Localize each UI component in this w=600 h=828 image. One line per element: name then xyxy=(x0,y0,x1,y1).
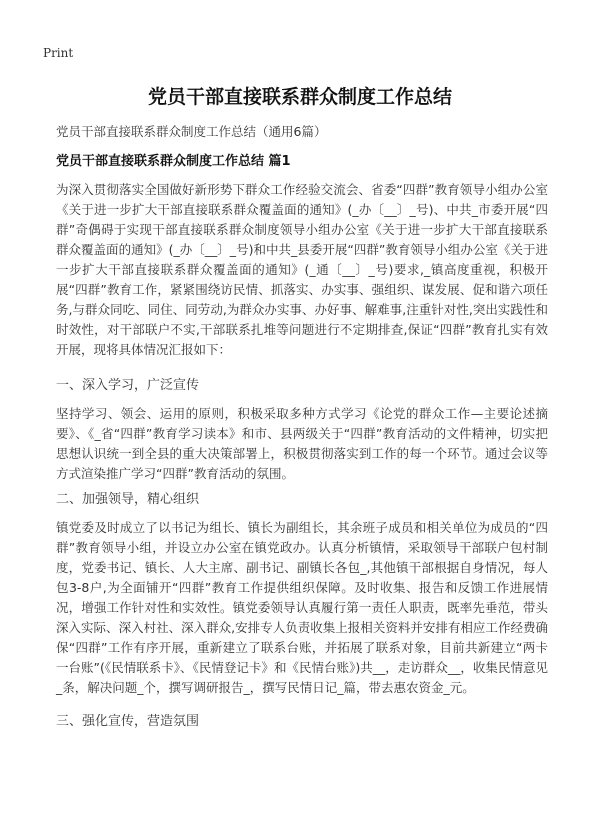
section-title: 党员干部直接联系群众制度工作总结 篇1 xyxy=(56,154,291,169)
study-paragraph: 坚持学习、领会、运用的原则，积极采取多种方式学习《论党的群众工作—主要论述摘要》、《_省“四群”教育学习读本》和市、县两级关于“四群”教育活动的文件精神，切实把思想认识统一到全县的重大决策部署上，积极贯彻落实到工作的每一个环节。通过会议等方式渲染推广学习“四群”教育活动的氛围。 xyxy=(56,406,548,481)
leadership-paragraph: 镇党委及时成立了以书记为组长、镇长为副组长，其余班子成员和相关单位为成员的“四群”教育领导小组，并设立办公室在镇党政办。认真分析镇情，采取领导干部联户包村制度，党委书记、镇长、人大主席、副书记、副镇长各包_,其他镇干部根据自身情况，每人包3-8户,为全面铺开“四群”教育工作提供组织保障。及时收集、报告和反馈工作进展情况，增强工作针对性和实效性。镇党委领导认真履行第一责任人职责，既率先垂范，带头深入实际、深入村社、深入群众,安排专人负责收集上报相关资料并安排有相应工作经费确保“四群”工作有序开展，重新建立了联系台账，并拓展了联系对象，目前共新建立“两卡一台账”(《民情联系卡》、《民情登记卡》和《民情台账》)共__，走访群众__，收集民情意见_条，解决问题_个，撰写调研报告_，撰写民情日记_篇，带去惠农资金_元。 xyxy=(56,520,548,695)
heading-leadership: 二、加强领导，精心组织 xyxy=(56,492,200,507)
print-link[interactable]: Print xyxy=(43,46,74,60)
heading-study-publicity: 一、深入学习，广泛宣传 xyxy=(56,378,200,393)
document-subtitle: 党员干部直接联系群众制度工作总结（通用6篇） xyxy=(56,124,327,139)
page-title: 党员干部直接联系群众制度工作总结 xyxy=(147,86,452,108)
intro-paragraph: 为深入贯彻落实全国做好新形势下群众工作经验交流会、省委“四群”教育领导小组办公室《关于进一步扩大干部直接联系群众覆盖面的通知》(_办〔__〕_号)、中共_市委开展“四群”奇偶碍于实现干部直接联系群众制度领导小组办公室《关于进一步扩大干部直接联系群众覆盖面的通知》(_办〔__〕_号)和中共_县委开展“四群”教育领导小组办公室《关于进一步扩大干部直接联系群众覆盖面的通知》(_通〔__〕_号)要求,_镇高度重视，积极开展“四群”教育工作，紧紧围绕访民情、抓落实、办实事、强组织、谋发展、促和谐六项任务,与群众同吃、同住、同劳动,为群众办实事、办好事、解难事,注重针对性,突出实践性和时效性，对干部联户不实,干部联系扎堆等问题进行不定期排查,保证“四群”教育扎实有效开展，现将具体情况汇报如下： xyxy=(56,182,548,357)
heading-publicity-atmosphere: 三、强化宣传，营造氛围 xyxy=(56,714,200,729)
